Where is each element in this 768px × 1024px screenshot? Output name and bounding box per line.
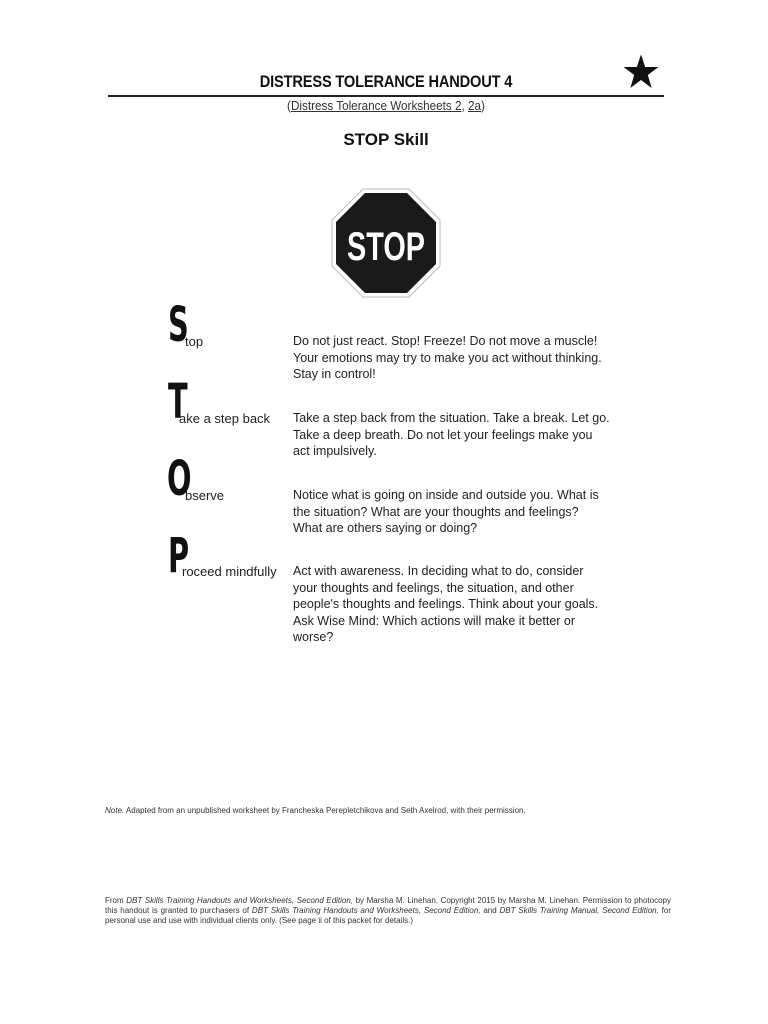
subtitle-separator: ,	[461, 98, 469, 113]
step-s-description: Do not just react. Stop! Freeze! Do not move a muscle! Your emotions may try to make you act without thinking. Stay in control!	[293, 334, 602, 381]
step-o-letter: O	[167, 451, 192, 507]
copyright-footer	[105, 896, 671, 926]
step-t-letter: T	[168, 374, 188, 430]
note-label: Note.	[105, 806, 125, 815]
handout-header-title: DISTRESS TOLERANCE HANDOUT 4	[259, 72, 513, 91]
star-icon	[622, 53, 660, 91]
handout-subtitle	[136, 98, 636, 113]
footer-book-1: DBT Skills Training Handouts and Worksheets, Second Edition,	[126, 896, 354, 905]
adaptation-note	[105, 806, 705, 815]
subtitle-paren-open: (	[287, 98, 291, 113]
step-p-description: Act with awareness. In deciding what to do, consider your thoughts and feelings, the situation, and other people's thoughts and feelings. Think about your goals. Ask Wise Mind: Which actions will make it better or worse?	[293, 564, 599, 644]
note-text: Adapted from an unpublished worksheet by Francheska Perepletchikova and Seth Axelrod, with their permission.	[124, 806, 526, 815]
footer-text-4: for personal use and use with individual clients only. (See page ii of this packet for details.)	[105, 906, 671, 925]
subtitle-paren-close: )	[481, 98, 485, 113]
worksheet-link-2a[interactable]: 2a	[468, 98, 482, 113]
stop-sign-text: STOP	[347, 224, 425, 270]
step-o-word: bserve	[185, 488, 225, 503]
footer-book-2: DBT Skills Training Handouts and Worksheets, Second Edition,	[251, 906, 481, 915]
worksheet-link-2[interactable]: Distress Tolerance Worksheets 2	[290, 98, 462, 113]
footer-text-3: and	[480, 906, 500, 915]
footer-book-3: DBT Skills Training Manual, Second Edition,	[499, 906, 659, 915]
step-t-description: Take a step back from the situation. Take a break. Let go. Take a deep breath. Do not let your feelings make you act impulsively.	[293, 411, 610, 458]
footer-text-1: From	[105, 896, 127, 905]
step-s-word: top	[185, 334, 204, 349]
header-rule	[108, 95, 664, 97]
footer-text-2: by Marsha M. Linehan. Copyright 2015 by Marsha M. Linehan. Permission to photocopy this handout is granted to purchasers of	[105, 896, 672, 915]
step-p-word: roceed mindfully	[182, 564, 277, 579]
step-t-word: ake a step back	[179, 411, 271, 426]
step-p-letter: P	[168, 528, 190, 584]
step-s-letter: S	[168, 297, 189, 353]
page-title: STOP Skill	[343, 130, 429, 149]
stop-sign-icon	[330, 187, 442, 299]
step-o-description: Notice what is going on inside and outside you. What is the situation? What are your thoughts and feelings? What are others saying or doing?	[293, 488, 599, 535]
